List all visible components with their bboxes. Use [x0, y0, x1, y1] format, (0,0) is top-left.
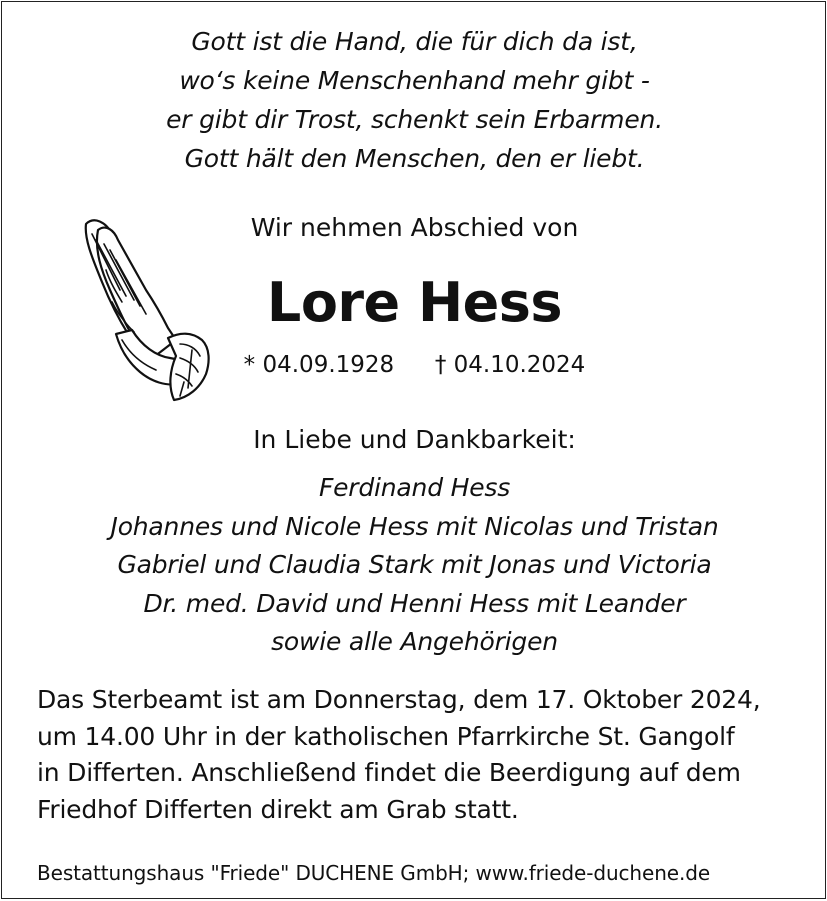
funeral-service-info: [37, 682, 807, 828]
family-list: [2, 469, 827, 662]
service-line: Das Sterbeamt ist am Donnerstag, dem 17. Oktober 2024,: [37, 685, 761, 714]
death-date: 04.10.2024: [453, 352, 586, 378]
poem-line: er gibt dir Trost, schenkt sein Erbarmen.: [166, 105, 663, 134]
death-symbol: †: [434, 352, 447, 378]
family-member: sowie alle Angehörigen: [271, 627, 558, 656]
funeral-home-footer: Bestattungshaus "Friede" DUCHENE GmbH; www.friede-duchene.de: [37, 861, 711, 885]
life-dates: [162, 348, 667, 382]
family-member: Ferdinand Hess: [318, 473, 511, 502]
poem-line: wo‘s keine Menschenhand mehr gibt -: [179, 66, 650, 95]
poem: [2, 22, 827, 178]
service-line: um 14.00 Uhr in der katholischen Pfarrkirche St. Gangolf: [37, 721, 735, 751]
obituary-notice: [1, 1, 826, 899]
birth-symbol: *: [243, 352, 256, 378]
family-member: Dr. med. David und Henni Hess mit Leander: [143, 588, 686, 618]
poem-line: Gott hält den Menschen, den er liebt.: [184, 144, 645, 173]
service-line: in Differten. Anschließend findet die Beerdigung auf dem: [37, 758, 741, 787]
farewell-intro: Wir nehmen Abschied von: [250, 213, 579, 242]
birth-date: 04.09.1928: [262, 352, 395, 378]
service-line: Friedhof Differten direkt am Grab statt.: [37, 794, 519, 824]
poem-line: Gott ist die Hand, die für dich da ist,: [191, 27, 638, 56]
thanks-heading: In Liebe und Dankbarkeit:: [253, 425, 576, 454]
family-member: Johannes und Nicole Hess mit Nicolas und Tristan: [110, 511, 719, 541]
deceased-name: Lore Hess: [266, 271, 563, 334]
family-member: Gabriel und Claudia Stark mit Jonas und Victoria: [117, 550, 712, 579]
